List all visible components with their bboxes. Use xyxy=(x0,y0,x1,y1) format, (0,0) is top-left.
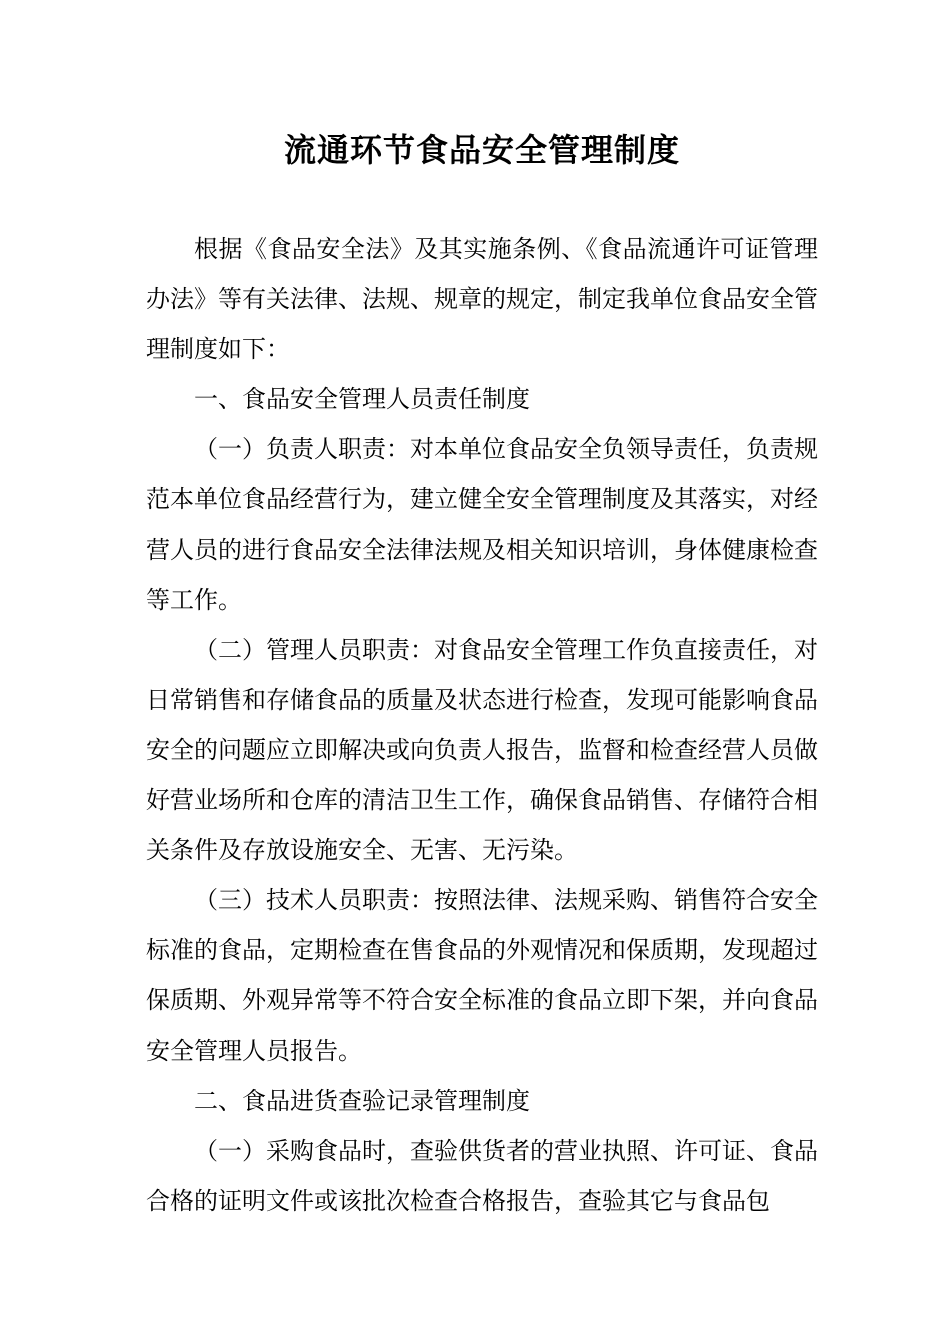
intro-paragraph: 根据《食品安全法》及其实施条例、《食品流通许可证管理办法》等有关法律、法规、规章的规定，制定我单位食品安全管理制度如下： xyxy=(146,235,818,364)
paragraph-purchase-inspection: （一）采购食品时，查验供货者的营业执照、许可证、食品合格的证明文件或该批次检查合格报告，查验其它与食品包 xyxy=(146,1136,818,1215)
paragraph-leader-duties: （一）负责人职责：对本单位食品安全负领导责任，负责规范本单位食品经营行为，建立健全安全管理制度及其落实，对经营人员的进行食品安全法律法规及相关知识培训，身体健康检查等工作。 xyxy=(146,435,818,614)
section-heading-1: 一、食品安全管理人员责任制度 xyxy=(194,385,530,414)
document-body xyxy=(146,224,818,1226)
section-heading-2: 二、食品进货查验记录管理制度 xyxy=(194,1086,530,1115)
paragraph-technician-duties: （三）技术人员职责：按照法律、法规采购、销售符合安全标准的食品，定期检查在售食品的外观情况和保质期，发现超过保质期、外观异常等不符合安全标准的食品立即下架，并向食品安全管理人员报告。 xyxy=(146,886,818,1065)
document-title: 流通环节食品安全管理制度 xyxy=(283,131,680,169)
paragraph-manager-duties: （二）管理人员职责：对食品安全管理工作负直接责任，对日常销售和存储食品的质量及状态进行检查，发现可能影响食品安全的问题应立即解决或向负责人报告，监督和检查经营人员做好营业场所和仓库的清洁卫生工作，确保食品销售、存储符合相关条件及存放设施安全、无害、无污染。 xyxy=(146,635,818,865)
